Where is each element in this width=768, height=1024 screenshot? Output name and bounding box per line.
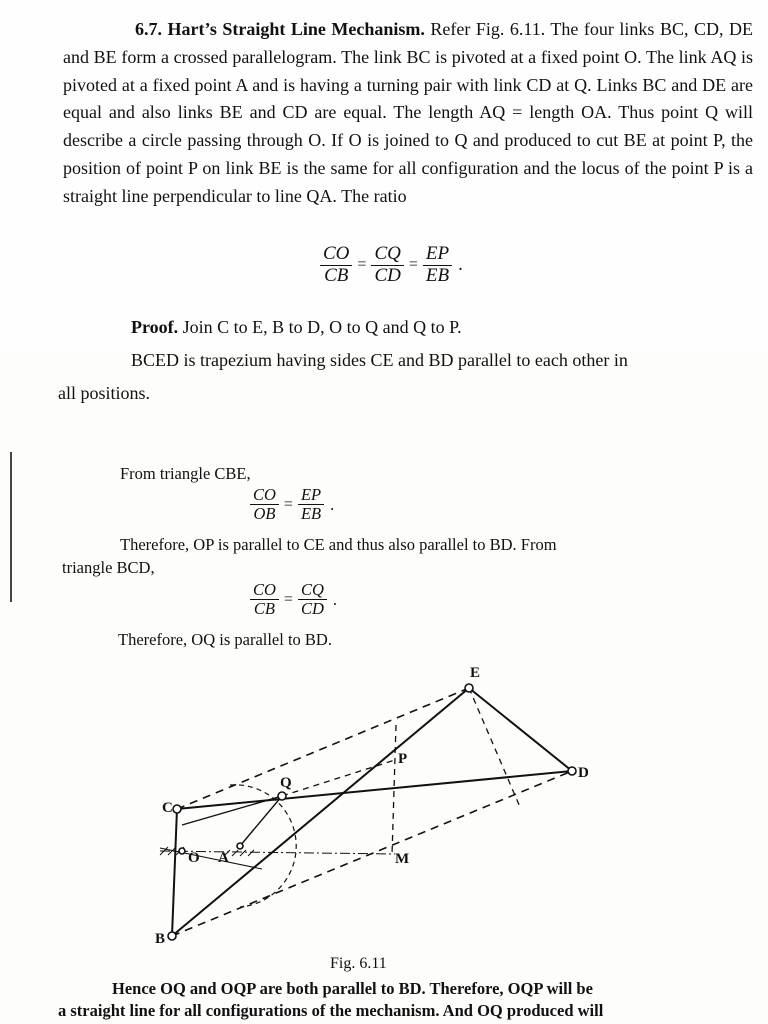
eq2-num-2: CQ [298, 581, 327, 600]
intro-line-3: pair with link CD at Q. Links BC and DE are equal and also links BE and CD [63, 74, 753, 123]
eq1-num-2: EP [298, 486, 324, 505]
therefore-oq: Therefore, OQ is parallel to BD. [118, 630, 332, 649]
ratio-f1-den: CB [324, 264, 349, 286]
line-ce [177, 688, 469, 809]
joint-a [237, 843, 243, 849]
eq1-end: . [330, 494, 335, 514]
label-q: Q [280, 775, 292, 791]
label-a: A [218, 850, 229, 866]
proof-text: Join C to E, B to D, O to Q and Q to P. [182, 317, 462, 337]
label-o: O [188, 850, 200, 866]
eq1-den-1: OB [253, 504, 276, 524]
trapezium-line-2: all positions. [58, 383, 151, 403]
intro-line-1: BC, CD, DE and BE form a crossed parallelogram. The link BC is pivoted at [63, 19, 753, 67]
margin-line [10, 452, 12, 602]
eq1-den-2: EB [300, 504, 322, 524]
dashed-e [469, 688, 520, 807]
intro-line-6: position of point P on link BE is the same for all configuration and the locus [63, 157, 620, 178]
label-e: E [470, 665, 481, 681]
joint-o [179, 848, 185, 854]
upper-text-block [0, 0, 768, 350]
intro-line-2: a fixed point O. The link AQ is pivoted at a fixed point A and is having a turning [63, 46, 754, 95]
ratio-f2-den: CD [374, 264, 401, 286]
intro-paragraph [63, 16, 753, 211]
eq1-sign: = [283, 495, 293, 513]
ratio-f1-num: CO [320, 244, 352, 266]
ratio-eq-2: = [408, 256, 418, 274]
intro-line-5: passing through O. If O is joined to Q and produced to cut BE at point P, the [187, 130, 754, 151]
footer-line-1: Hence OQ and OQP are both parallel to BD. Therefore, OQP will be [112, 979, 593, 998]
mechanism-figure [0, 655, 768, 955]
eq2-sign: = [283, 590, 293, 608]
eq2-num-1: CO [250, 581, 279, 600]
ratio-f3-num: EP [423, 244, 452, 266]
proof-label: Proof. [131, 317, 179, 337]
ratio-end: . [458, 254, 463, 276]
label-d: D [578, 765, 589, 781]
label-p: P [398, 751, 408, 767]
from-triangle-cbe: From triangle CBE, [120, 464, 251, 483]
link-ed [469, 688, 572, 771]
ratio-f3-den: EB [425, 264, 450, 286]
intro-line-7: of the point P is a straight line perpendicular to line QA. The ratio [63, 157, 753, 206]
therefore-op: Therefore, OP is parallel to CE and thus also parallel to BD. From [120, 535, 557, 554]
figure-caption: Fig. 6.11 [330, 955, 387, 972]
label-b: B [155, 931, 166, 947]
eq2-end: . [332, 589, 337, 609]
eq2-den-2: CD [300, 599, 324, 619]
joint-e [465, 684, 473, 692]
proof-line [63, 314, 753, 342]
eq1-num-1: CO [250, 486, 279, 505]
eq2-den-1: CB [253, 599, 275, 619]
link-aq [240, 796, 282, 846]
ratio-eq-1: = [357, 256, 367, 274]
joint-b [168, 932, 176, 940]
locus-line [392, 725, 396, 855]
footer-line-2: a straight line for all configurations of the mechanism. And OQ produced will [58, 1001, 604, 1020]
ratio-f2-num: CQ [371, 244, 403, 266]
intro-line-0: Refer Fig. 6.11. The four links [430, 19, 655, 39]
equation-1 [248, 486, 334, 523]
joint-c [173, 805, 181, 813]
joint-q [278, 792, 286, 800]
label-m: M [395, 851, 410, 867]
joint-d [568, 767, 576, 775]
link-eb [172, 688, 469, 936]
intro-line-4: are equal. The length AQ = length OA. Thus point Q will describe a circle [63, 102, 753, 151]
section-heading: 6.7. Hart’s Straight Line Mechanism. [135, 19, 425, 39]
triangle-bcd: triangle BCD, [62, 558, 155, 577]
trapezium-line-1: BCED is trapezium having sides CE and BD parallel to each other in [131, 350, 628, 370]
link-cb [172, 809, 177, 936]
label-c: C [162, 800, 173, 816]
ratio-equation [318, 244, 463, 287]
equation-2 [248, 581, 337, 618]
